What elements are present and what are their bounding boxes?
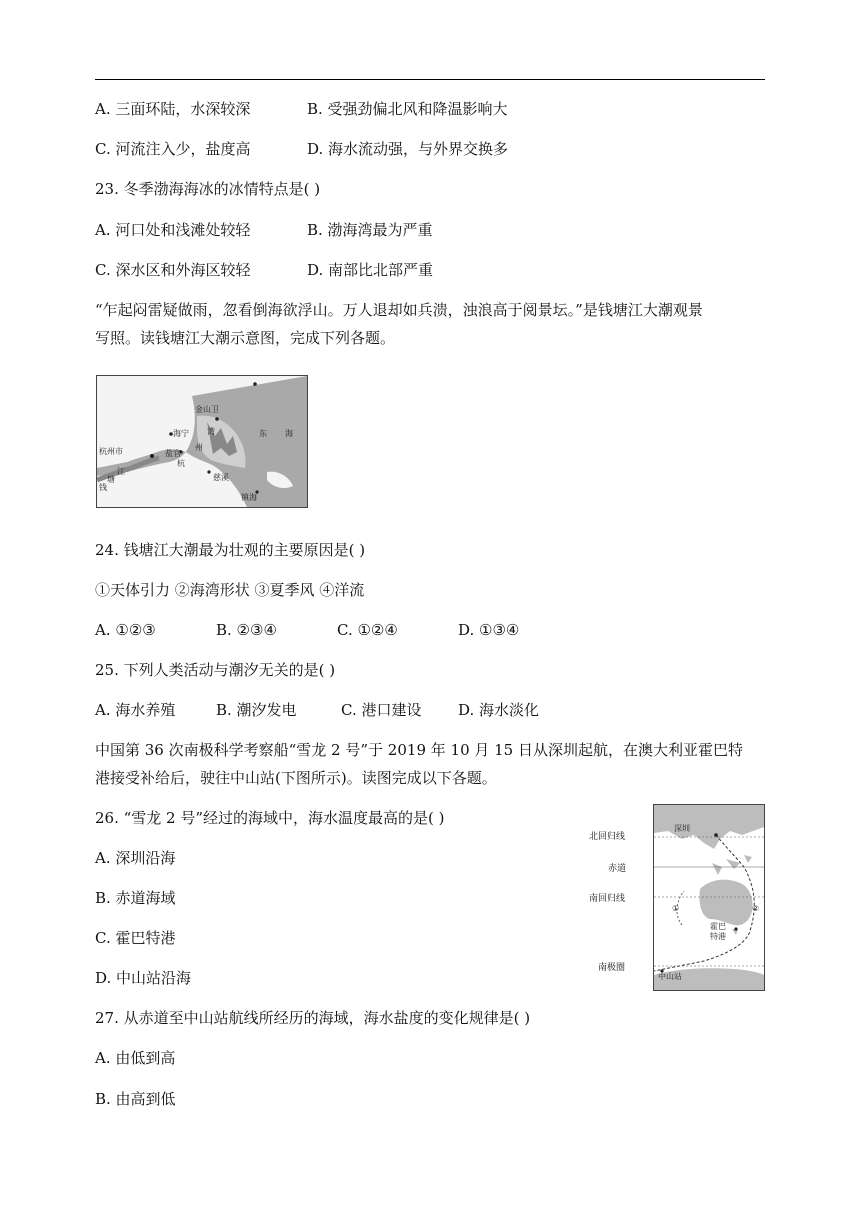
q25-option-d: D. 海水淡化 (458, 701, 540, 719)
label-haining: 海宁 (173, 429, 189, 438)
label-tang: 塘 (107, 475, 115, 484)
hangzhou-marker (150, 454, 154, 458)
passage2-line2: 港接受补给后，驶往中山站(下图所示)。读图完成以下各题。 (95, 769, 497, 787)
q23-option-d: D. 南部比北部严重 (307, 261, 434, 279)
label-hang: 杭 (177, 459, 185, 468)
q22-option-a: A. 三面环陆，水深较深 (95, 100, 251, 118)
q26-option-c: C. 霍巴特港 (95, 929, 176, 947)
q26-stem: 26. “雪龙 2 号”经过的海域中，海水温度最高的是( ) (95, 809, 445, 827)
label-jinshanwei: 金山卫 (195, 405, 219, 414)
label-equator: 赤道 (608, 864, 627, 874)
q25-stem: 25. 下列人类活动与潮汐无关的是( ) (95, 661, 336, 679)
label-zhou: 州 (195, 443, 203, 452)
label-hobart-2: 特港 (710, 932, 726, 941)
shenzhen-marker (714, 833, 718, 837)
q27-stem: 27. 从赤道至中山站航线所经历的海域，海水盐度的变化规律是( ) (95, 1009, 531, 1027)
passage1-line1: “乍起闷雷疑做雨，忽看倒海欲浮山。万人退却如兵溃，浊浪高于阅景坛。”是钱塘江大潮观景 (95, 301, 703, 319)
q22-option-b: B. 受强劲偏北风和降温影响大 (307, 100, 508, 118)
label-dong: 东 (259, 429, 267, 438)
header-rule (95, 79, 765, 80)
label-hai: 海 (285, 429, 293, 438)
q24-stem: 24. 钱塘江大潮最为壮观的主要原因是( ) (95, 541, 366, 559)
label-hangzhou-city: 杭州市 (99, 447, 123, 456)
label-yanguan: 盐官 (165, 449, 181, 458)
passage1-line2: 写照。读钱塘江大潮示意图，完成下列各题。 (95, 329, 396, 347)
q22-option-d: D. 海水流动强，与外界交换多 (307, 140, 509, 158)
label-cixi: 慈溪 (213, 473, 229, 482)
q26-option-b: B. 赤道海域 (95, 889, 176, 907)
q23-option-c: C. 深水区和外海区较轻 (95, 261, 251, 279)
q24-option-b: B. ②③④ (216, 621, 277, 639)
jinshanwei-marker (215, 417, 219, 421)
hobart-marker (734, 927, 737, 930)
q27-option-a: A. 由低到高 (95, 1049, 176, 1067)
north-point-marker (253, 382, 257, 386)
cixi-marker (207, 470, 210, 473)
passage2-line1: 中国第 36 次南极科学考察船“雪龙 2 号”于 2019 年 10 月 15 日从深圳起航，在澳大利亚霍巴特 (95, 741, 743, 759)
label-route2: ② (752, 904, 760, 913)
label-zhenhai: 镇海 (241, 493, 257, 502)
q24-option-d: D. ①③④ (458, 621, 520, 639)
q25-option-c: C. 港口建设 (341, 701, 422, 719)
label-route1: ① (672, 904, 680, 913)
label-jiang: 江 (117, 467, 125, 476)
qiantang-tide-map (96, 375, 308, 508)
q27-option-b: B. 由高到低 (95, 1090, 176, 1108)
q26-option-d: D. 中山站沿海 (95, 969, 192, 987)
label-tropic-capricorn: 南回归线 (589, 894, 626, 904)
label-hobart-1: 霍巴 (710, 922, 726, 931)
q23-option-b: B. 渤海湾最为严重 (307, 221, 433, 239)
label-antarctic-circle: 南极圈 (598, 963, 626, 973)
q22-option-c: C. 河流注入少，盐度高 (95, 140, 251, 158)
label-zhongshan: 中山站 (658, 972, 682, 981)
q25-option-b: B. 潮汐发电 (216, 701, 297, 719)
q23-stem: 23. 冬季渤海海冰的冰情特点是( ) (95, 180, 321, 198)
q24-option-c: C. ①②④ (337, 621, 398, 639)
q26-option-a: A. 深圳沿海 (95, 849, 176, 867)
label-wan: 湾 (207, 427, 215, 436)
q23-option-a: A. 河口处和浅滩处较轻 (95, 221, 251, 239)
label-tropic-cancer: 北回归线 (589, 832, 626, 842)
q24-option-a: A. ①②③ (95, 621, 156, 639)
q24-items: ①天体引力 ②海湾形状 ③夏季风 ④洋流 (95, 581, 365, 599)
q25-option-a: A. 海水养殖 (95, 701, 176, 719)
xuelong-route-map (653, 804, 765, 991)
label-qian: 钱 (99, 483, 107, 492)
label-shenzhen: 深圳 (674, 824, 690, 833)
